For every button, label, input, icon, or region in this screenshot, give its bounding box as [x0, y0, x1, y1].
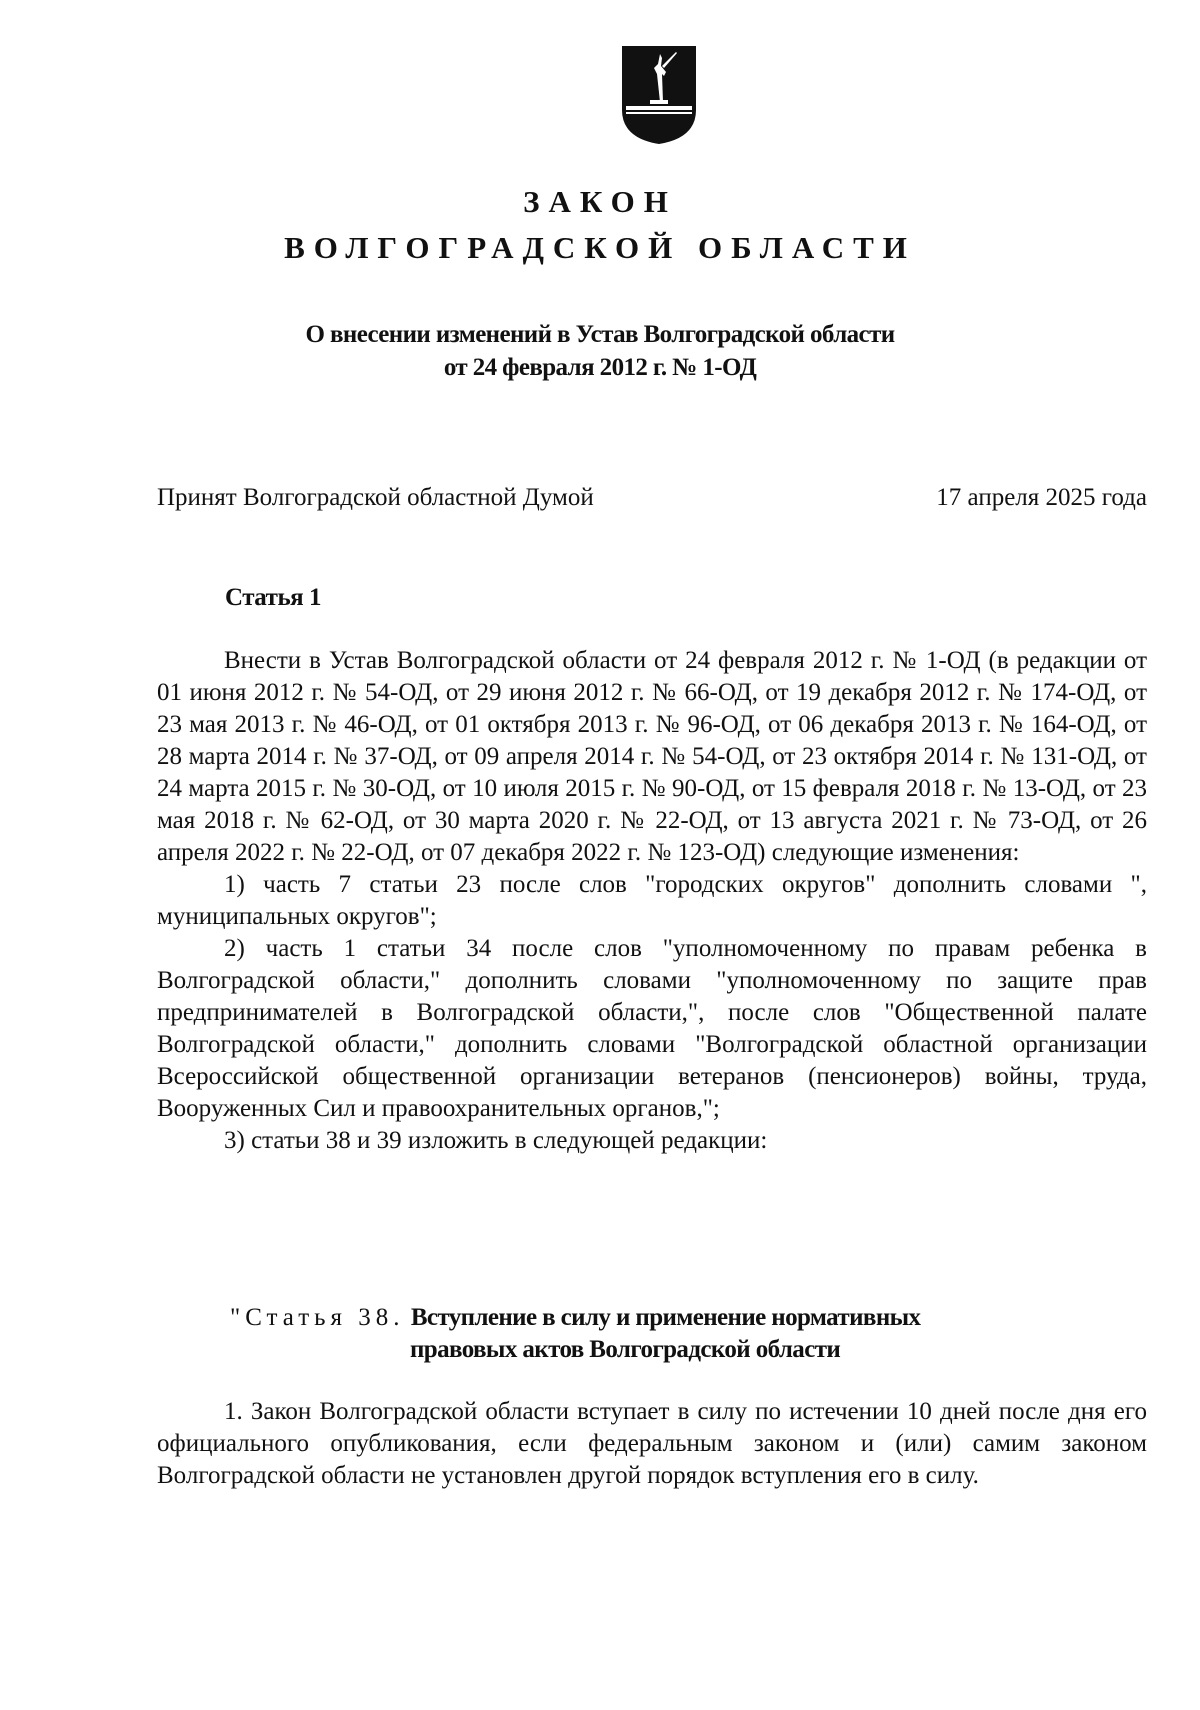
adopted-by: Принят Волгоградской областной Думой	[157, 484, 594, 511]
article-38-title-line-2: правовых актов Волгоградской области	[410, 1336, 841, 1363]
article-1-heading: Статья 1	[225, 584, 321, 611]
subtitle-line-1: О внесении изменений в Устав Волгоградской области	[305, 321, 895, 348]
article-1-intro: Внести в Устав Волгоградской области от 24 февраля 2012 г. № 1-ОД (в редакции от 01 июня 2012 г. № 54-ОД, от 29 июня 2012 г. № 66-ОД, от 19 декабря 2012 г. № 174-ОД, от 23 мая 2013 г. № 46-ОД, от 01 октября 2013 г. № 96-ОД, от 06 декабря 2013 г. № 164-ОД, от 28 марта 2014 г. № 37-ОД, от 09 апреля 2014 г. № 54-ОД, от 23 октября 2014 г. № 131-ОД, от 24 марта 2015 г. № 30-ОД, от 10 июля 2015 г. № 90-ОД, от 15 февраля 2018 г. № 13-ОД, от 23 мая 2018 г. № 62-ОД, от 30 марта 2020 г. № 22-ОД, от 13 августа 2021 г. № 73-ОД, от 26 апреля 2022 г. № 22-ОД, от 07 декабря 2022 г. № 123-ОД) следующие изменения:	[157, 647, 1147, 866]
article-38-title-line-1: Вступление в силу и применение нормативных	[410, 1304, 921, 1331]
article-38-label: "Статья 38.	[230, 1304, 405, 1331]
law-title: ЗАКОН	[523, 184, 677, 219]
amendment-item-3: 3) статьи 38 и 39 изложить в следующей редакции:	[224, 1127, 768, 1154]
law-region-title: ВОЛГОГРАДСКОЙ ОБЛАСТИ	[284, 230, 916, 265]
adoption-row	[157, 484, 1147, 512]
adoption-date: 17 апреля 2025 года	[936, 484, 1147, 511]
article-38-heading	[230, 1302, 1090, 1366]
amendment-item-2: 2) часть 1 статьи 34 после слов "уполномоченному по правам ребенка в Волгоградской области," дополнить словами "уполномоченному по защите прав предпринимателей в Волгоградской области,", после слов "Общественной палате Волгоградской области," дополнить словами "Волгоградской областной организации Всероссийской общественной организации ветеранов (пенсионеров) войны, труда, Вооруженных Сил и правоохранительных органов,";	[157, 935, 1147, 1122]
subtitle-line-2: от 24 февраля 2012 г. № 1-ОД	[443, 354, 757, 381]
article-38-paragraph-1: 1. Закон Волгоградской области вступает в силу по истечении 10 дней после дня его официального опубликования, если федеральным законом и (или) самим законом Волгоградской области не установлен другой порядок вступления его в силу.	[157, 1398, 1147, 1489]
volgograd-coat-of-arms-icon	[620, 44, 698, 146]
law-subtitle	[0, 318, 1200, 384]
article-1-body	[157, 645, 1147, 1157]
amendment-item-1: 1) часть 7 статьи 23 после слов "городских округов" дополнить словами ", муниципальных округов";	[157, 871, 1147, 930]
